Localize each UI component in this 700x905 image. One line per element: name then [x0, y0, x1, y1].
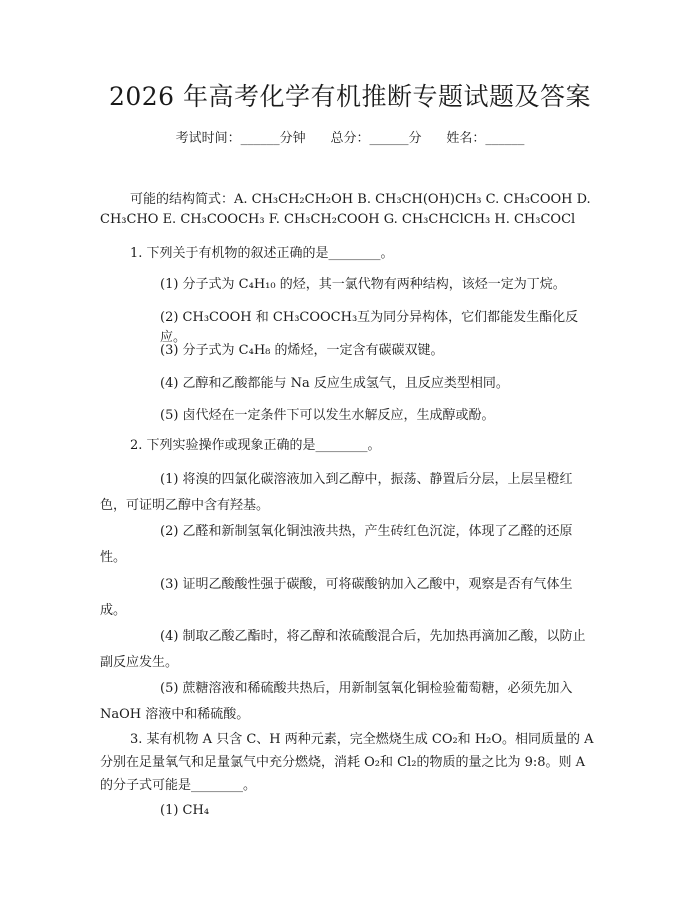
question-1-option-2: (2) CH₃COOH 和 CH₃COOCH₃互为同分异构体，它们都能发生酯化反应。 — [160, 310, 579, 345]
score-blank: ______ — [369, 131, 409, 146]
question-1-option-1: (1) 分子式为 C₄H₁₀ 的烃，其一氯代物有两种结构，该烃一定为丁烷。 — [160, 277, 566, 292]
structures-paragraph: 可能的结构简式：A. CH₃CH₂CH₂OH B. CH₃CH(OH)CH₃ C. CH₃COOH D. CH₃CHO E. CH₃COOCH₃ F. CH₃CH₂COOH G. CH₃CHClCH₃ H. CH₃COCl — [100, 192, 591, 227]
question-2-option-3: (3) 证明乙酸酸性强于碳酸，可将碳酸钠加入乙酸中，观察是否有气体生成。 — [100, 577, 573, 618]
page-title: 2026 年高考化学有机推断专题试题及答案 — [108, 82, 592, 111]
name-label: 姓名： — [446, 131, 486, 146]
time-unit: 分钟 — [279, 131, 306, 146]
score-unit: 分 — [408, 131, 422, 146]
exam-info-line — [0, 129, 700, 149]
question-1-option-3: (3) 分子式为 C₄H₈ 的烯烃，一定含有碳碳双键。 — [160, 343, 444, 358]
question-2-option-5: (5) 蔗糖溶液和稀硫酸共热后，用新制氢氧化铜检验葡萄糖，必须先加入 NaOH 溶液中和稀硫酸。 — [100, 681, 573, 722]
question-3-stem: 3. 某有机物 A 只含 C、H 两种元素，完全燃烧生成 CO₂和 H₂O。相同质量的 A 分别在足量氧气和足量氯气中充分燃烧，消耗 O₂和 Cl₂的物质的量之比为 9:8。则 A 的分子式可能是________。 — [100, 732, 594, 793]
question-2-option-1: (1) 将溴的四氯化碳溶液加入到乙醇中，振荡、静置后分层，上层呈橙红色，可证明乙醇中含有羟基。 — [100, 472, 573, 513]
question-1-option-4: (4) 乙醇和乙酸都能与 Na 反应生成氢气，且反应类型相同。 — [160, 376, 509, 391]
question-2-stem: 2. 下列实验操作或现象正确的是________。 — [130, 438, 381, 453]
question-2-option-2: (2) 乙醛和新制氢氧化铜浊液共热，产生砖红色沉淀，体现了乙醛的还原性。 — [100, 524, 573, 565]
name-blank: ______ — [485, 131, 525, 146]
score-label: 总分： — [330, 131, 370, 146]
question-1-option-5: (5) 卤代烃在一定条件下可以发生水解反应，生成醇或酚。 — [160, 408, 495, 423]
time-blank: ______ — [240, 131, 280, 146]
question-1-stem: 1. 下列关于有机物的叙述正确的是________。 — [130, 246, 394, 261]
question-3-option-1: (1) CH₄ — [160, 803, 210, 818]
question-2-option-4: (4) 制取乙酸乙酯时，将乙醇和浓硫酸混合后，先加热再滴加乙酸，以防止副反应发生。 — [100, 629, 586, 670]
time-label: 考试时间： — [175, 131, 241, 146]
